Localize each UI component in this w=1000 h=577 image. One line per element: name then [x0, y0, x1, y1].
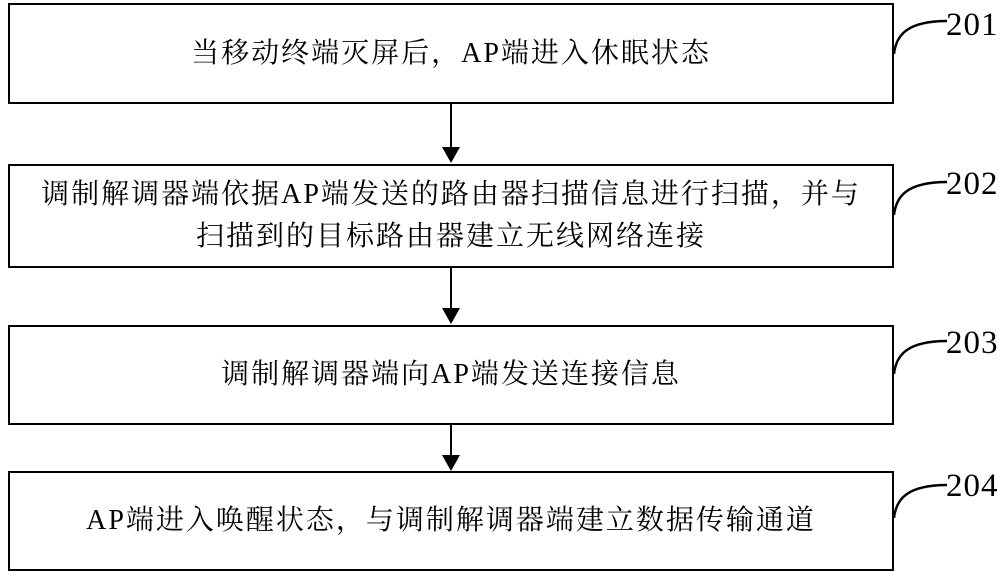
arrow-shaft [450, 425, 452, 458]
step-201-text: 当移动终端灭屏后，AP端进入休眠状态 [191, 37, 711, 69]
step-202-text-line2: 扫描到的目标路由器建立无线网络连接 [195, 221, 706, 252]
leader-curve-202 [891, 177, 949, 217]
step-box-201 [8, 3, 894, 104]
ref-label-204: 204 [946, 468, 999, 504]
arrow-head-icon [442, 147, 460, 163]
ref-label-202: 202 [946, 166, 999, 202]
arrow-head-icon [442, 455, 460, 471]
leader-curve-204 [891, 480, 949, 520]
down-arrow-3 [442, 425, 460, 471]
leader-curve-201 [891, 16, 949, 56]
ref-label-201: 201 [946, 7, 999, 43]
arrow-shaft [450, 268, 452, 311]
arrow-shaft [450, 104, 452, 150]
leader-curve-203 [891, 336, 949, 376]
arrow-head-icon [442, 308, 460, 324]
step-204-text: AP端进入唤醒状态，与调制解调器端建立数据传输通道 [86, 505, 816, 536]
step-203-text: 调制解调器端向AP端发送连接信息 [221, 359, 681, 390]
step-box-204 [8, 471, 894, 571]
step-202-text-line1: 调制解调器端依据AP端发送的路由器扫描信息进行扫描，并与 [41, 179, 861, 210]
ref-label-203: 203 [946, 325, 999, 361]
step-box-203 [8, 325, 894, 425]
down-arrow-2 [442, 268, 460, 324]
step-box-202 [8, 164, 894, 268]
down-arrow-1 [442, 104, 460, 163]
